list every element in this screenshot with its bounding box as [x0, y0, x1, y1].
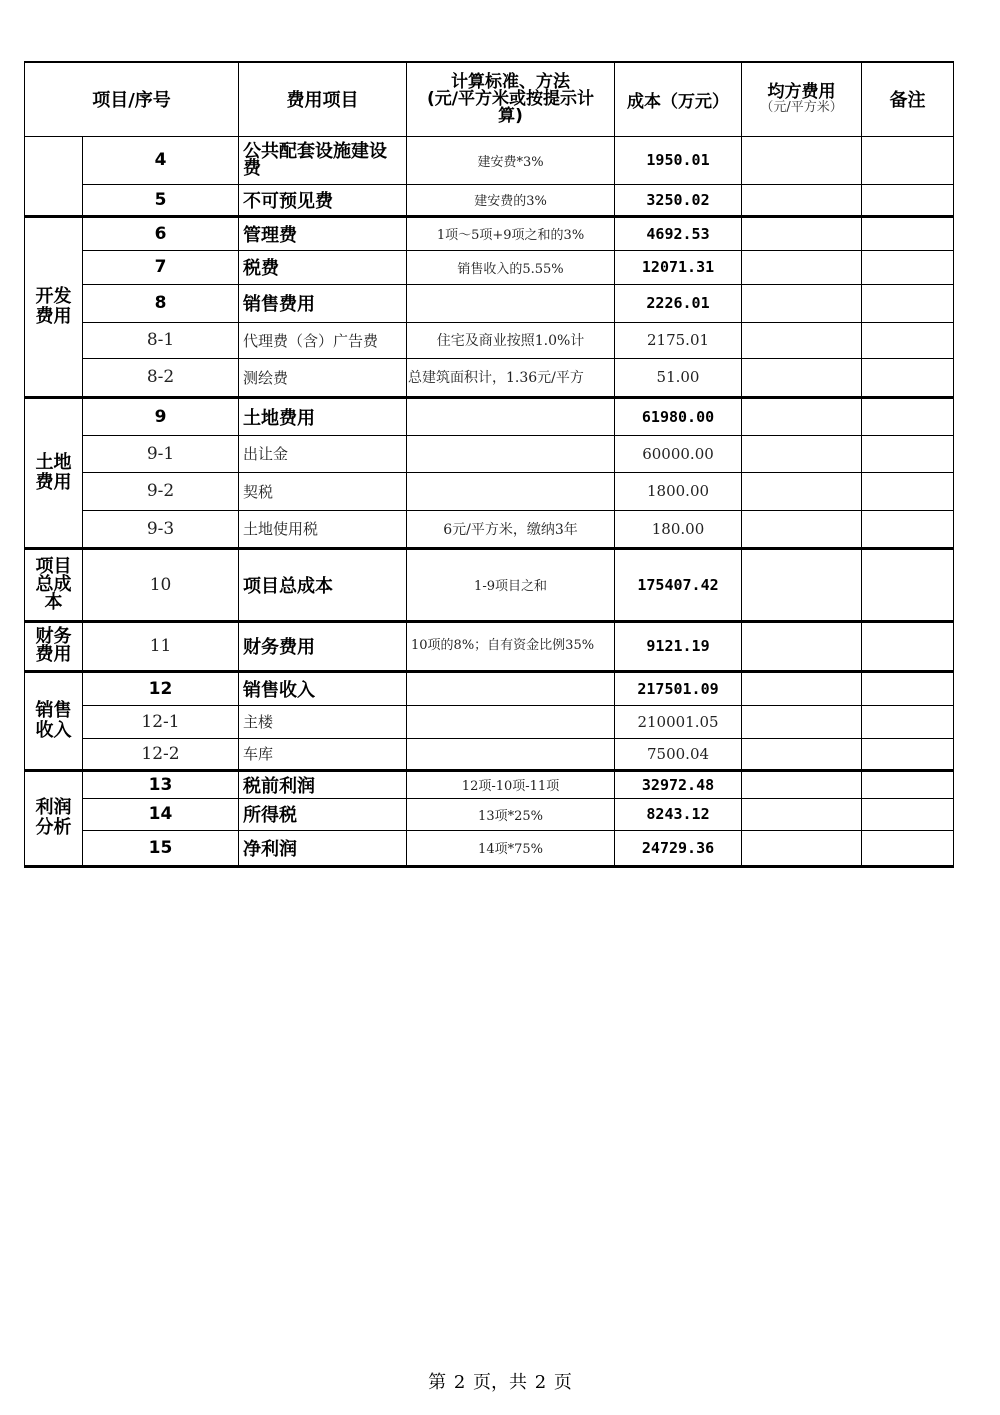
row-method: 住宅及商业按照1.0%计	[407, 322, 615, 358]
row-unit-cost	[742, 184, 862, 216]
row-cost: 1800.00	[615, 472, 742, 510]
table-row	[25, 798, 954, 830]
row-unit-cost	[742, 621, 862, 671]
row-no: 9-2	[83, 472, 239, 510]
row-cost: 2226.01	[615, 284, 742, 322]
row-remark	[862, 397, 954, 435]
row-cost: 3250.02	[615, 184, 742, 216]
row-cost: 7500.04	[615, 738, 742, 770]
group-continued-cell	[25, 136, 83, 216]
table-row	[25, 250, 954, 284]
row-cost: 2175.01	[615, 322, 742, 358]
row-method: 总建筑面积计，1.36元/平方	[407, 358, 615, 397]
table-row	[25, 770, 954, 798]
row-unit-cost	[742, 472, 862, 510]
row-no: 12-2	[83, 738, 239, 770]
row-no: 11	[83, 621, 239, 671]
row-no: 8-2	[83, 358, 239, 397]
row-unit-cost	[742, 358, 862, 397]
row-method: 14项*75%	[407, 830, 615, 866]
row-name: 代理费（含）广告费	[239, 322, 407, 358]
row-remark	[862, 284, 954, 322]
row-name: 土地费用	[239, 397, 407, 435]
row-cost: 180.00	[615, 510, 742, 548]
row-remark	[862, 548, 954, 621]
row-no: 5	[83, 184, 239, 216]
row-name: 出让金	[239, 435, 407, 472]
row-no: 6	[83, 216, 239, 250]
row-name: 契税	[239, 472, 407, 510]
row-method: 销售收入的5.55%	[407, 250, 615, 284]
row-unit-cost	[742, 250, 862, 284]
row-name: 净利润	[239, 830, 407, 866]
row-method: 建安费的3%	[407, 184, 615, 216]
row-remark	[862, 621, 954, 671]
row-unit-cost	[742, 671, 862, 705]
row-name: 销售费用	[239, 284, 407, 322]
row-method: 13项*25%	[407, 798, 615, 830]
row-cost: 1950.01	[615, 136, 742, 184]
row-unit-cost	[742, 216, 862, 250]
row-remark	[862, 322, 954, 358]
row-no: 8	[83, 284, 239, 322]
row-method	[407, 671, 615, 705]
header-row	[25, 62, 954, 136]
row-method	[407, 435, 615, 472]
row-remark	[862, 705, 954, 738]
row-no: 13	[83, 770, 239, 798]
row-cost: 9121.19	[615, 621, 742, 671]
row-method: 建安费*3%	[407, 136, 615, 184]
group-profit-analysis: 利润分析	[25, 770, 83, 866]
row-cost: 60000.00	[615, 435, 742, 472]
row-unit-cost	[742, 284, 862, 322]
table-row	[25, 738, 954, 770]
table-row	[25, 435, 954, 472]
group-total-cost: 项目总成本	[25, 548, 83, 621]
footer-total-pages: 2	[534, 1372, 547, 1393]
row-cost: 61980.00	[615, 397, 742, 435]
row-name: 所得税	[239, 798, 407, 830]
row-method	[407, 472, 615, 510]
table-row	[25, 136, 954, 184]
row-name: 测绘费	[239, 358, 407, 397]
row-unit-cost	[742, 738, 862, 770]
row-remark	[862, 830, 954, 866]
row-unit-cost	[742, 705, 862, 738]
row-method: 1-9项目之和	[407, 548, 615, 621]
page-footer	[0, 1368, 1000, 1394]
row-remark	[862, 770, 954, 798]
footer-suffix: 页	[553, 1372, 572, 1393]
table-row	[25, 184, 954, 216]
table-row	[25, 397, 954, 435]
header-project-no: 项目/序号	[25, 62, 239, 136]
row-remark	[862, 510, 954, 548]
row-method	[407, 284, 615, 322]
row-name: 管理费	[239, 216, 407, 250]
row-cost: 8243.12	[615, 798, 742, 830]
row-name: 财务费用	[239, 621, 407, 671]
table-row	[25, 216, 954, 250]
header-fee-item: 费用项目	[239, 62, 407, 136]
table-row	[25, 284, 954, 322]
row-remark	[862, 435, 954, 472]
row-cost: 51.00	[615, 358, 742, 397]
row-method	[407, 738, 615, 770]
row-no: 9	[83, 397, 239, 435]
group-dev-cost: 开发费用	[25, 216, 83, 397]
table-row	[25, 472, 954, 510]
row-no: 4	[83, 136, 239, 184]
footer-mid: 页，共	[473, 1372, 527, 1393]
row-remark	[862, 671, 954, 705]
header-cost: 成本（万元）	[615, 62, 742, 136]
row-name: 主楼	[239, 705, 407, 738]
row-remark	[862, 798, 954, 830]
row-cost: 24729.36	[615, 830, 742, 866]
row-remark	[862, 184, 954, 216]
header-method-line1: 计算标准、方法	[451, 71, 571, 92]
group-finance-cost: 财务费用	[25, 621, 83, 671]
header-remark: 备注	[862, 62, 954, 136]
header-method-line2: (元/平方米或按提示计	[427, 88, 594, 109]
table-row	[25, 510, 954, 548]
row-no: 12-1	[83, 705, 239, 738]
table-row	[25, 671, 954, 705]
row-remark	[862, 250, 954, 284]
row-no: 12	[83, 671, 239, 705]
row-method: 1项～5项+9项之和的3%	[407, 216, 615, 250]
table-row	[25, 830, 954, 866]
table-row	[25, 548, 954, 621]
row-unit-cost	[742, 798, 862, 830]
row-unit-cost	[742, 435, 862, 472]
row-cost: 32972.48	[615, 770, 742, 798]
table-row	[25, 621, 954, 671]
row-name: 项目总成本	[239, 548, 407, 621]
table-row	[25, 322, 954, 358]
row-remark	[862, 472, 954, 510]
table-row	[25, 705, 954, 738]
row-cost: 217501.09	[615, 671, 742, 705]
row-method: 12项-10项-11项	[407, 770, 615, 798]
row-no: 8-1	[83, 322, 239, 358]
cost-table	[24, 61, 954, 868]
header-unit-cost-sub: （元/平方米）	[760, 99, 843, 115]
header-method	[407, 62, 615, 136]
row-unit-cost	[742, 770, 862, 798]
row-unit-cost	[742, 136, 862, 184]
row-no: 15	[83, 830, 239, 866]
row-remark	[862, 136, 954, 184]
row-name: 土地使用税	[239, 510, 407, 548]
row-cost: 175407.42	[615, 548, 742, 621]
header-unit-cost-label: 均方费用	[767, 81, 836, 102]
row-name: 税前利润	[239, 770, 407, 798]
row-cost: 210001.05	[615, 705, 742, 738]
footer-prefix: 第	[428, 1372, 447, 1393]
row-unit-cost	[742, 510, 862, 548]
group-sales-income: 销售收入	[25, 671, 83, 770]
row-name: 税费	[239, 250, 407, 284]
row-no: 7	[83, 250, 239, 284]
row-name: 销售收入	[239, 671, 407, 705]
row-unit-cost	[742, 397, 862, 435]
row-no: 9-1	[83, 435, 239, 472]
row-name: 公共配套设施建设费	[239, 136, 407, 184]
row-method: 10项的8%；自有资金比例35%	[407, 621, 615, 671]
row-cost: 4692.53	[615, 216, 742, 250]
row-method	[407, 705, 615, 738]
footer-page-number: 2	[453, 1372, 466, 1393]
row-unit-cost	[742, 548, 862, 621]
row-method	[407, 397, 615, 435]
row-no: 9-3	[83, 510, 239, 548]
row-name: 不可预见费	[239, 184, 407, 216]
header-unit-cost	[742, 62, 862, 136]
row-no: 10	[83, 548, 239, 621]
header-method-line3: 算)	[498, 105, 523, 126]
row-name: 车库	[239, 738, 407, 770]
row-unit-cost	[742, 830, 862, 866]
row-remark	[862, 358, 954, 397]
table-row	[25, 358, 954, 397]
group-land-cost: 土地费用	[25, 397, 83, 548]
row-no: 14	[83, 798, 239, 830]
row-remark	[862, 738, 954, 770]
row-method: 6元/平方米，缴纳3年	[407, 510, 615, 548]
row-cost: 12071.31	[615, 250, 742, 284]
row-remark	[862, 216, 954, 250]
row-unit-cost	[742, 322, 862, 358]
